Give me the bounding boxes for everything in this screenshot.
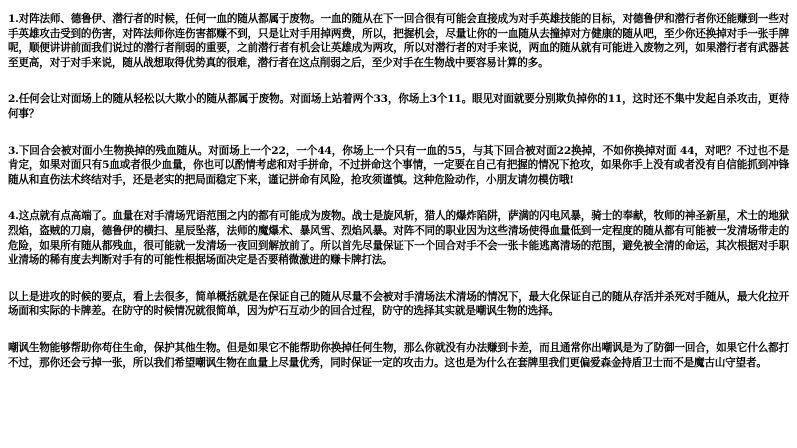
article-body <box>8 12 789 392</box>
paragraph-3: 3.下回合会被对面小生物换掉的残血随从。对面场上一个22，一个44，你场上一个只有一血的55，与其下回合被对面22换掉，不如你换掉对面 44，对吧？不过也不是肯定，如果对面只有5血或者很少血量，你也可以酌情考虑和对手拼命，不过拼命这个事情，一定要在自己有把握的情况下抢攻，如果你手上没有或者没有自信能抓到冲锋随从和直伤法术终结对手，还是老实的把局面稳定下来，谨记拼命有风险，抢攻须谨慎。这种危险动作，小朋友请勿模仿哦! <box>8 144 789 186</box>
paragraph-6: 嘲讽生物能够帮助你苟住生命，保护其他生物。但是如果它不能帮助你换掉任何生物，那么你就没有办法赚到卡差，而且通常你出嘲讽是为了防御一回合，如果它什么都打不过，那你还会亏掉一张，所以我们希望嘲讽生物在血量上尽量优秀，同时保证一定的攻击力。这也是为什么在套牌里我们更偏爱森金持盾卫士而不是魔古山守望者。 <box>8 341 789 369</box>
paragraph-2: 2.任何会让对面场上的随从轻松以大欺小的随从都属于废物。对面场上站着两个33，你场上3个11。眼见对面就要分别欺负掉你的11，这时还不集中发起自杀攻击，更待何事？ <box>8 93 789 120</box>
paragraph-4: 4.这点就有点高端了。血量在对手清场咒语范围之内的都有可能成为废物。战士是旋风斩，猎人的爆炸陷阱，萨满的闪电风暴，骑士的奉献，牧师的神圣新星，术士的地狱烈焰，盗贼的刀扇，德鲁伊的横扫、星辰坠落，法师的魔爆术、暴风雪、烈焰风暴。对阵不同的职业因为这些清场使得血量低到一定程度的随从都有可能被一发清场带走的危险，如果所有随从都残血，很可能就一发清场一夜回到解放前了。所以首先尽量保证下一个回合对手不会一张卡能逃离清场的范围，避免被全清的命运，其次根据对手职业清场的稀有度去判断对手有的可能性根据场面决定是否要稍微激进的赚卡牌打法。 <box>8 210 789 267</box>
paragraph-1: 1.对阵法师、德鲁伊、潜行者的时候，任何一血的随从都属于废物。一血的随从在下一回合很有可能会直接成为对手英雄技能的目标，对德鲁伊和潜行者你还能赚到一些对手英雄攻击受到的伤害，对阵法师你连伤害都赚不到，只是让对手用掉两费，所以，把握机会，尽量让你的一血随从去撞掉对方健康的随从吧，至少你还换掉对手一张手牌呢，顺便讲讲前面我们说过的潜行者削弱的重要，之前潜行者有机会让英雄成为两攻，所以对潜行者的对手来说，两血的随从就有可能进入废物之列，如果潜行者有武器甚至更高，对于对手来说，随从战想取得优势真的很难，潜行者在这点削弱之后，至少对手在生物战中要容易计算的多。 <box>8 13 789 69</box>
paragraph-5: 以上是进攻的时候的要点，看上去很多，简单概括就是在保证自己的随从尽量不会被对手清场法术清场的情况下，最大化保证自己的随从存活并杀死对手随从，最大化拉开场面和实际的卡牌差。在防守的时候情况就很简单，因为炉石互动少的回合过程，防守的选择其实就是嘲讽生物的选择。 <box>8 290 789 318</box>
